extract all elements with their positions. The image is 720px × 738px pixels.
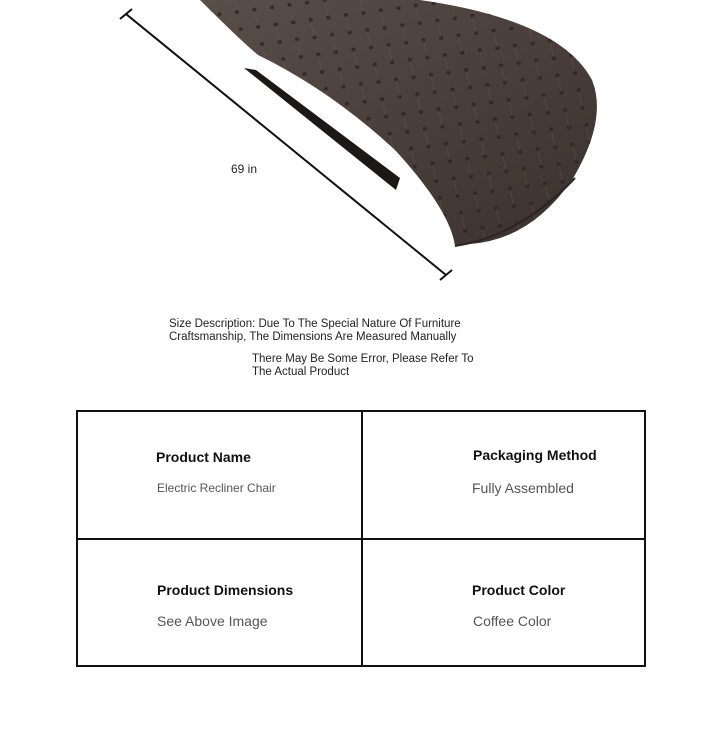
spec-label: Product Name: [156, 449, 251, 465]
spec-value: Electric Recliner Chair: [157, 481, 276, 495]
spec-value: Coffee Color: [473, 613, 552, 629]
spec-table: [76, 410, 646, 667]
size-description-text: Size Description: Due To The Special Nature Of Furniture Craftsmanship, The Dimensions Are Measured Manually: [169, 318, 461, 343]
spec-value: See Above Image: [157, 613, 268, 629]
spec-label: Product Dimensions: [157, 582, 294, 598]
dimension-label: 69 in: [231, 162, 258, 176]
spec-label: Product Color: [472, 582, 566, 598]
chaise-lounge-illustration: [0, 0, 720, 300]
spec-label: Packaging Method: [473, 447, 597, 463]
spec-value: Fully Assembled: [472, 480, 574, 496]
size-description-note: There May Be Some Error, Please Refer To The Actual Product: [252, 353, 474, 378]
product-image: [0, 0, 720, 300]
table-divider-horizontal: [78, 538, 644, 540]
